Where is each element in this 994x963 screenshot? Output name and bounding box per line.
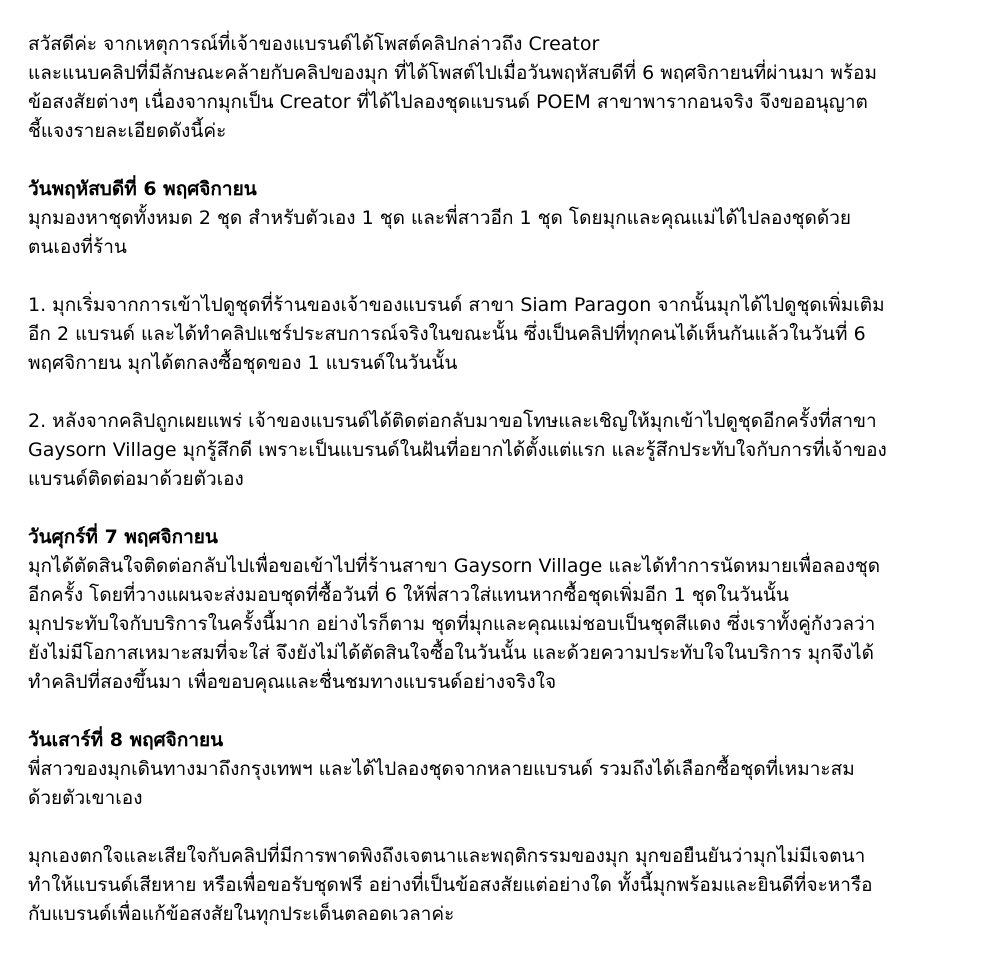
- saturday-heading: วันเสาร์ที่ 8 พฤศจิกายน: [28, 729, 224, 751]
- thursday-summary-line: ตนเองที่ร้าน: [28, 236, 127, 258]
- statement-document: [28, 30, 968, 929]
- closing-paragraph: [28, 842, 968, 929]
- friday-line: มุกได้ตัดสินใจติดต่อกลับไปเพื่อขอเข้าไปที่ร้านสาขา Gaysorn Village และได้ทำการนัดหมายเพื่อลองชุด: [28, 555, 881, 577]
- saturday-line: ด้วยตัวเขาเอง: [28, 787, 143, 809]
- intro-paragraph: [28, 30, 968, 146]
- closing-line: กับแบรนด์เพื่อแก้ข้อสงสัยในทุกประเด็นตลอดเวลาค่ะ: [28, 903, 455, 925]
- closing-line: มุกเองตกใจและเสียใจกับคลิปที่มีการพาดพิงถึงเจตนาและพฤติกรรมของมุก มุกขอยืนยันว่ามุกไม่มีเจตนา: [28, 845, 866, 867]
- thursday-section: [28, 175, 968, 494]
- paragraph-gap: [28, 813, 968, 842]
- point-1-line: พฤศจิกายน มุกได้ตกลงซื้อชุดของ 1 แบรนด์ในวันนั้น: [28, 352, 458, 374]
- paragraph-gap: [28, 146, 968, 175]
- paragraph-gap: [28, 494, 968, 523]
- paragraph-gap: [28, 697, 968, 726]
- friday-line: อีกครั้ง โดยที่วางแผนจะส่งมอบชุดที่ซื้อวันที่ 6 ให้พี่สาวใส่แทนหากซื้อชุดเพิ่มอีก 1 ชุดในวันนั้น: [28, 584, 789, 606]
- intro-line: และแนบคลิปที่มีลักษณะคล้ายกับคลิปของมุก ที่ได้โพสต์ไปเมื่อวันพฤหัสบดีที่ 6 พฤศจิกายนที่ผ่านมา พร้อม: [28, 62, 877, 84]
- point-2-line: Gaysorn Village มุกรู้สึกดี เพราะเป็นแบรนด์ในฝันที่อยากได้ตั้งแต่แรก และรู้สึกประทับใจกับการที่เจ้าของ: [28, 439, 887, 461]
- paragraph-gap: [28, 262, 968, 291]
- intro-line: ข้อสงสัยต่างๆ เนื่องจากมุกเป็น Creator ที่ได้ไปลองชุดแบรนด์ POEM สาขาพารากอนจริง จึงขออนุญาต: [28, 91, 868, 113]
- friday-line: มุกประทับใจกับบริการในครั้งนี้มาก อย่างไรก็ตาม ชุดที่มุกและคุณแม่ชอบเป็นชุดสีแดง ซึ่งเราทั้งคู่กังวลว่า: [28, 613, 876, 635]
- friday-line: ทำคลิปที่สองขึ้นมา เพื่อขอบคุณและชื่นชมทางแบรนด์อย่างจริงใจ: [28, 671, 557, 693]
- thursday-summary-line: มุกมองหาชุดทั้งหมด 2 ชุด สำหรับตัวเอง 1 ชุด และพี่สาวอีก 1 ชุด โดยมุกและคุณแม่ได้ไปลองชุดด้วย: [28, 207, 852, 229]
- point-1-line: อีก 2 แบรนด์ และได้ทำคลิปแชร์ประสบการณ์จริงในขณะนั้น ซึ่งเป็นคลิปที่ทุกคนได้เห็นกันแล้วในวันที่ 6: [28, 323, 866, 345]
- point-2-line: 2. หลังจากคลิปถูกเผยแพร่ เจ้าของแบรนด์ได้ติดต่อกลับมาขอโทษและเชิญให้มุกเข้าไปดูชุดอีกครั้งที่สาขา: [28, 410, 877, 432]
- intro-line: ชี้แจงรายละเอียดดังนี้ค่ะ: [28, 120, 227, 142]
- friday-line: ยังไม่มีโอกาสเหมาะสมที่จะใส่ จึงยังไม่ได้ตัดสินใจซื้อในวันนั้น และด้วยความประทับใจในบริการ มุกจึงได้: [28, 642, 874, 664]
- closing-line: ทำให้แบรนด์เสียหาย หรือเพื่อขอรับชุดฟรี อย่างที่เป็นข้อสงสัยแต่อย่างใด ทั้งนี้มุกพร้อมและยินดีที่จะหารือ: [28, 874, 873, 896]
- point-2-line: แบรนด์ติดต่อมาด้วยตัวเอง: [28, 468, 244, 490]
- point-1-line: 1. มุกเริ่มจากการเข้าไปดูชุดที่ร้านของเจ้าของแบรนด์ สาขา Siam Paragon จากนั้นมุกได้ไปดูชุดเพิ่มเติม: [28, 294, 885, 316]
- friday-section: [28, 523, 968, 697]
- intro-line: สวัสดีค่ะ จากเหตุการณ์ที่เจ้าของแบรนด์ได้โพสต์คลิปกล่าวถึง Creator: [28, 33, 600, 55]
- friday-heading: วันศุกร์ที่ 7 พฤศจิกายน: [28, 526, 218, 548]
- saturday-line: พี่สาวของมุกเดินทางมาถึงกรุงเทพฯ และได้ไปลองชุดจากหลายแบรนด์ รวมถึงได้เลือกซื้อชุดที่เหมาะสม: [28, 758, 855, 780]
- saturday-section: [28, 726, 968, 813]
- thursday-heading: วันพฤหัสบดีที่ 6 พฤศจิกายน: [28, 178, 257, 200]
- paragraph-gap: [28, 378, 968, 407]
